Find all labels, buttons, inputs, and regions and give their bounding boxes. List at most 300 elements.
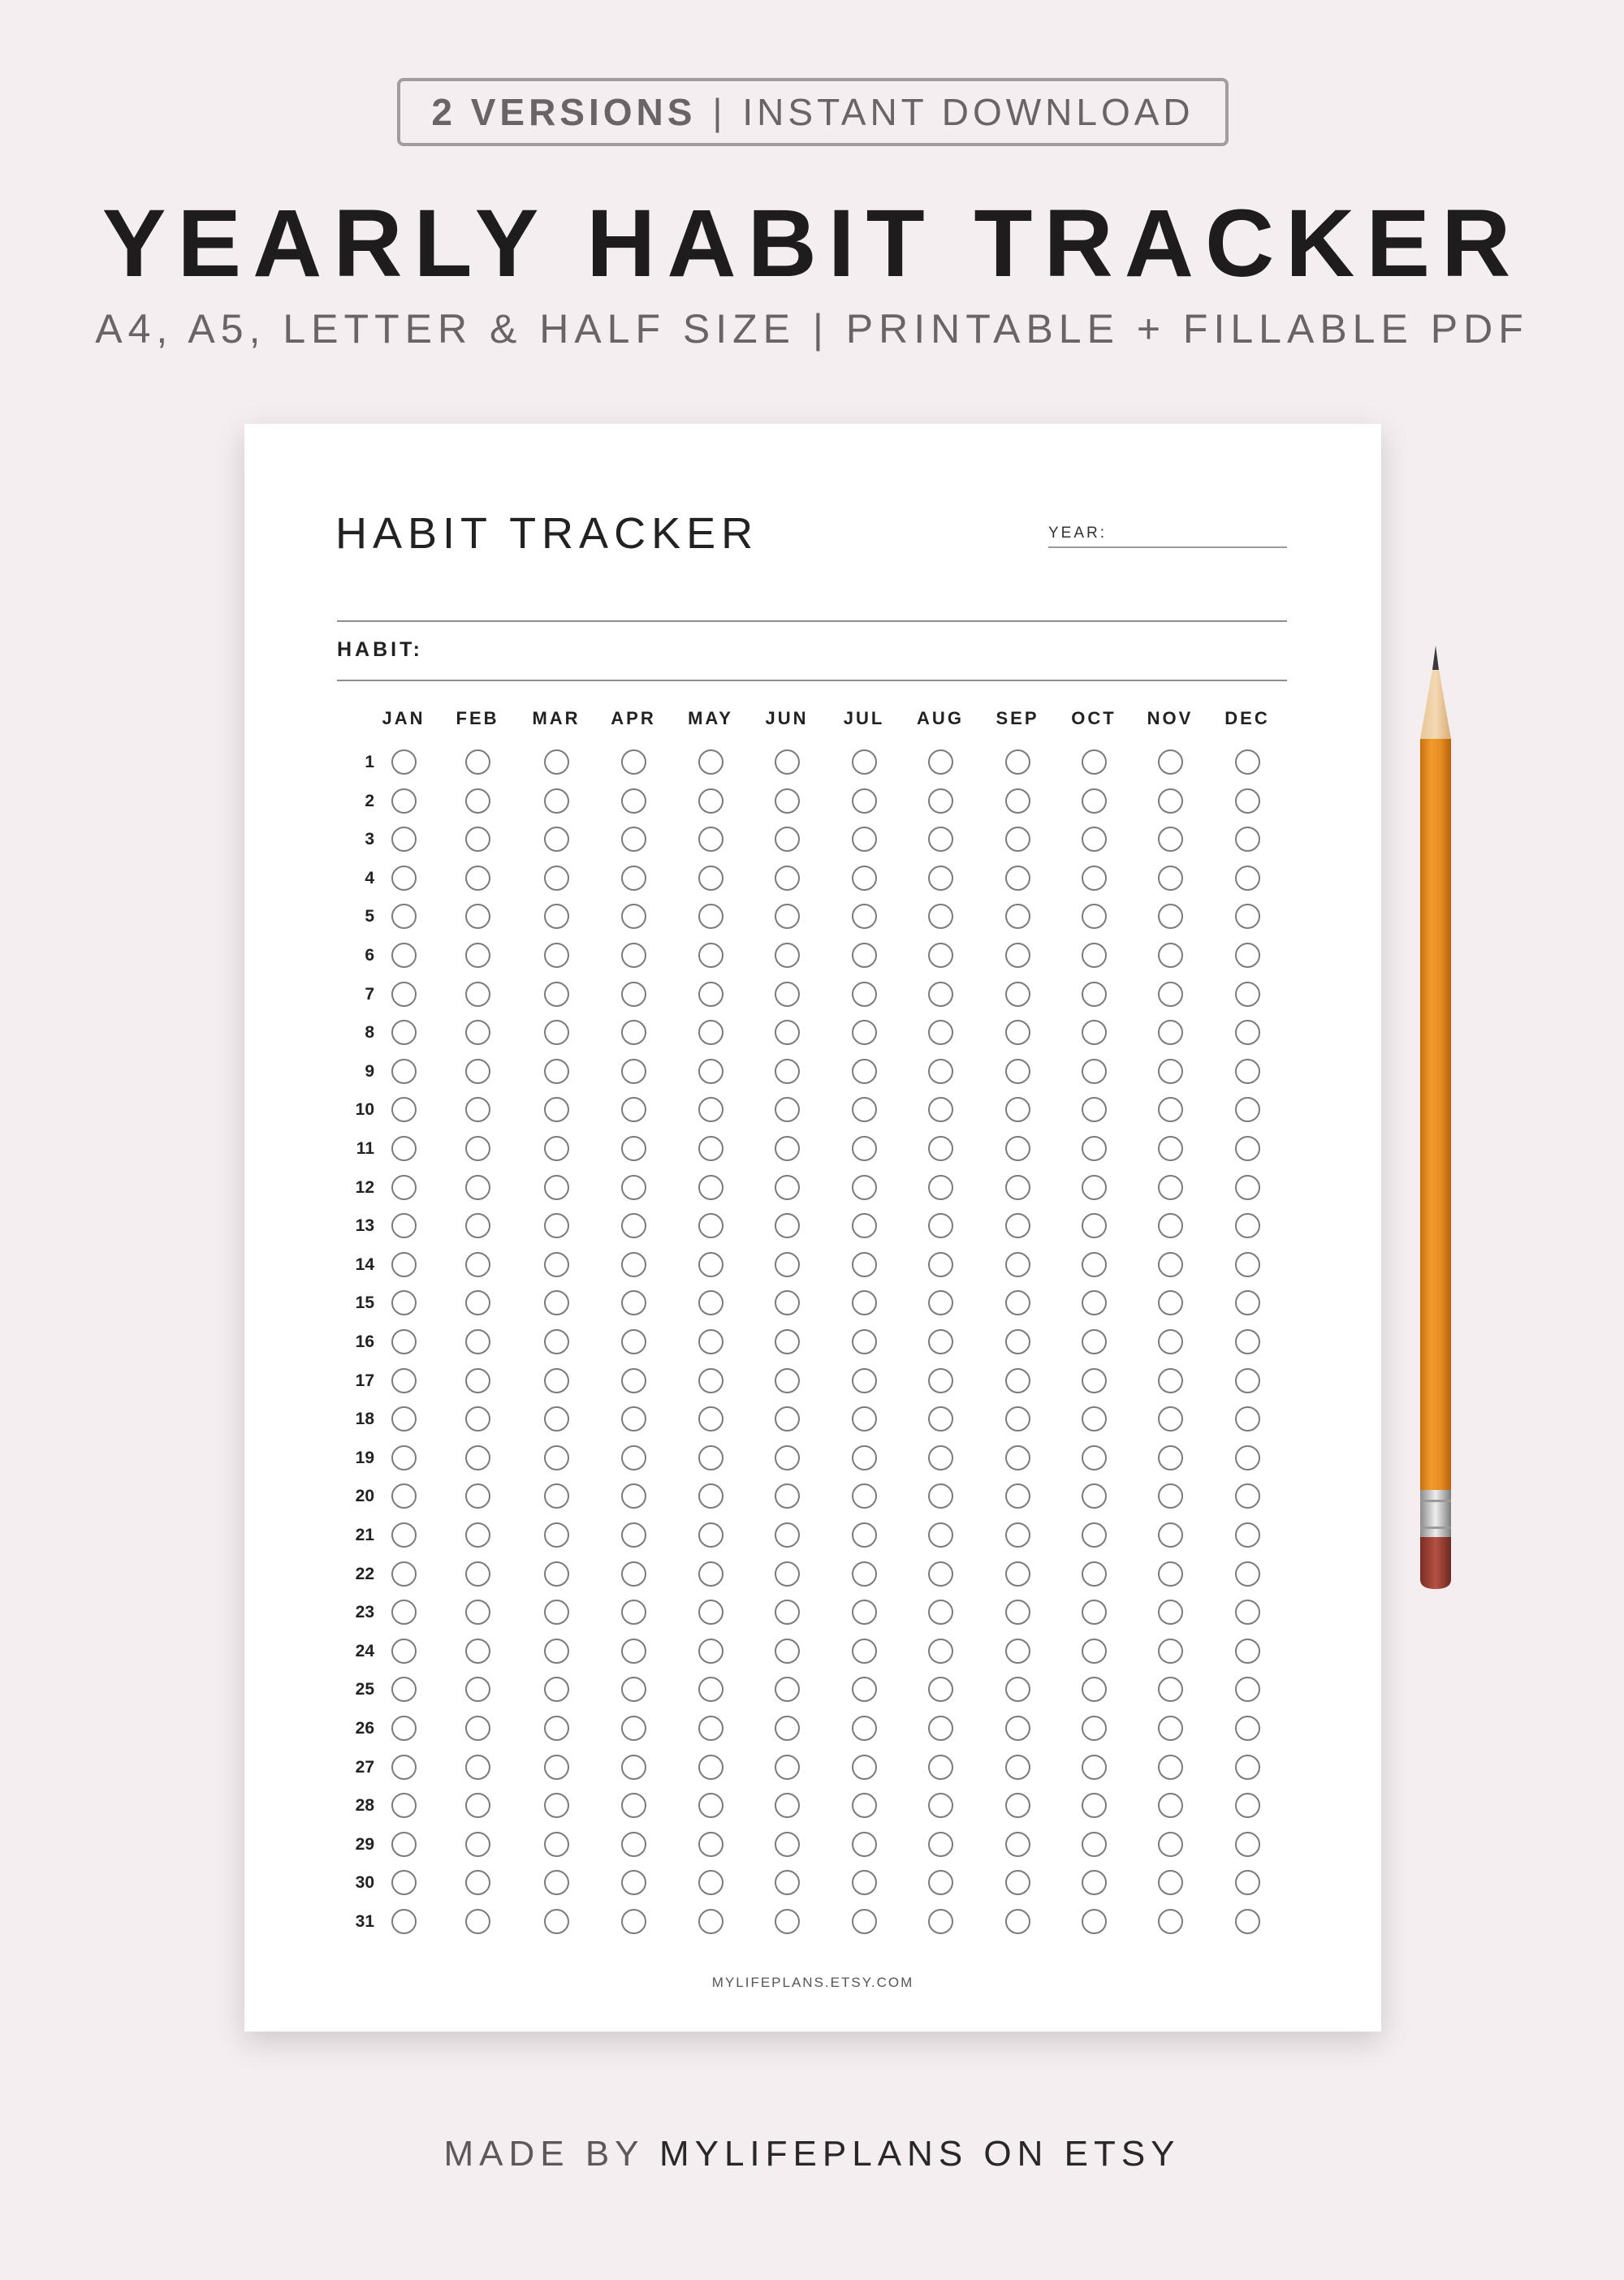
habit-checkbox-dec-7[interactable]: [1235, 982, 1260, 1007]
habit-checkbox-jan-26[interactable]: [391, 1716, 417, 1741]
habit-checkbox-feb-6[interactable]: [465, 943, 490, 968]
habit-checkbox-jun-25[interactable]: [775, 1677, 800, 1702]
habit-checkbox-apr-28[interactable]: [621, 1793, 646, 1818]
habit-checkbox-jan-6[interactable]: [391, 943, 417, 968]
habit-checkbox-jun-2[interactable]: [775, 788, 800, 814]
habit-checkbox-dec-21[interactable]: [1235, 1522, 1260, 1548]
habit-checkbox-may-29[interactable]: [698, 1832, 723, 1857]
habit-checkbox-may-28[interactable]: [698, 1793, 723, 1818]
habit-checkbox-may-20[interactable]: [698, 1483, 723, 1509]
habit-checkbox-apr-17[interactable]: [621, 1368, 646, 1393]
habit-checkbox-dec-27[interactable]: [1235, 1755, 1260, 1780]
habit-checkbox-may-10[interactable]: [698, 1097, 723, 1122]
habit-checkbox-jul-19[interactable]: [852, 1445, 877, 1470]
habit-checkbox-jul-1[interactable]: [852, 749, 877, 775]
habit-checkbox-aug-31[interactable]: [928, 1909, 953, 1934]
habit-checkbox-nov-9[interactable]: [1158, 1059, 1183, 1084]
habit-checkbox-mar-14[interactable]: [544, 1252, 569, 1277]
habit-checkbox-aug-5[interactable]: [928, 904, 953, 929]
habit-checkbox-jul-30[interactable]: [852, 1870, 877, 1895]
habit-checkbox-may-3[interactable]: [698, 827, 723, 852]
habit-checkbox-mar-16[interactable]: [544, 1329, 569, 1354]
habit-checkbox-oct-18[interactable]: [1082, 1406, 1107, 1431]
habit-checkbox-jul-20[interactable]: [852, 1483, 877, 1509]
habit-checkbox-apr-1[interactable]: [621, 749, 646, 775]
habit-checkbox-aug-10[interactable]: [928, 1097, 953, 1122]
habit-checkbox-nov-25[interactable]: [1158, 1677, 1183, 1702]
habit-checkbox-oct-19[interactable]: [1082, 1445, 1107, 1470]
habit-checkbox-jun-14[interactable]: [775, 1252, 800, 1277]
habit-checkbox-sep-31[interactable]: [1005, 1909, 1030, 1934]
habit-checkbox-mar-6[interactable]: [544, 943, 569, 968]
habit-checkbox-nov-12[interactable]: [1158, 1175, 1183, 1200]
habit-checkbox-may-21[interactable]: [698, 1522, 723, 1548]
habit-checkbox-jan-2[interactable]: [391, 788, 417, 814]
habit-checkbox-jan-1[interactable]: [391, 749, 417, 775]
habit-checkbox-jan-10[interactable]: [391, 1097, 417, 1122]
habit-checkbox-nov-4[interactable]: [1158, 866, 1183, 891]
habit-checkbox-feb-22[interactable]: [465, 1561, 490, 1587]
habit-checkbox-may-25[interactable]: [698, 1677, 723, 1702]
habit-checkbox-sep-17[interactable]: [1005, 1368, 1030, 1393]
habit-checkbox-jul-23[interactable]: [852, 1600, 877, 1625]
habit-checkbox-jun-30[interactable]: [775, 1870, 800, 1895]
habit-checkbox-oct-12[interactable]: [1082, 1175, 1107, 1200]
habit-checkbox-dec-28[interactable]: [1235, 1793, 1260, 1818]
habit-checkbox-nov-11[interactable]: [1158, 1136, 1183, 1161]
habit-checkbox-sep-5[interactable]: [1005, 904, 1030, 929]
habit-checkbox-sep-3[interactable]: [1005, 827, 1030, 852]
habit-checkbox-feb-8[interactable]: [465, 1020, 490, 1045]
habit-checkbox-oct-5[interactable]: [1082, 904, 1107, 929]
habit-checkbox-dec-14[interactable]: [1235, 1252, 1260, 1277]
habit-checkbox-jan-8[interactable]: [391, 1020, 417, 1045]
habit-checkbox-feb-27[interactable]: [465, 1755, 490, 1780]
habit-checkbox-dec-11[interactable]: [1235, 1136, 1260, 1161]
habit-checkbox-nov-30[interactable]: [1158, 1870, 1183, 1895]
habit-checkbox-dec-24[interactable]: [1235, 1639, 1260, 1664]
habit-checkbox-oct-27[interactable]: [1082, 1755, 1107, 1780]
habit-checkbox-mar-27[interactable]: [544, 1755, 569, 1780]
habit-checkbox-nov-24[interactable]: [1158, 1639, 1183, 1664]
habit-checkbox-jan-5[interactable]: [391, 904, 417, 929]
habit-checkbox-jan-30[interactable]: [391, 1870, 417, 1895]
habit-checkbox-jun-29[interactable]: [775, 1832, 800, 1857]
habit-checkbox-jun-8[interactable]: [775, 1020, 800, 1045]
habit-checkbox-jul-26[interactable]: [852, 1716, 877, 1741]
habit-checkbox-jan-16[interactable]: [391, 1329, 417, 1354]
habit-checkbox-nov-10[interactable]: [1158, 1097, 1183, 1122]
habit-checkbox-aug-19[interactable]: [928, 1445, 953, 1470]
habit-checkbox-jul-21[interactable]: [852, 1522, 877, 1548]
habit-checkbox-may-23[interactable]: [698, 1600, 723, 1625]
habit-checkbox-sep-19[interactable]: [1005, 1445, 1030, 1470]
habit-checkbox-jul-17[interactable]: [852, 1368, 877, 1393]
habit-checkbox-jul-16[interactable]: [852, 1329, 877, 1354]
habit-checkbox-jun-12[interactable]: [775, 1175, 800, 1200]
habit-checkbox-apr-15[interactable]: [621, 1290, 646, 1315]
habit-checkbox-jul-13[interactable]: [852, 1213, 877, 1238]
habit-checkbox-mar-4[interactable]: [544, 866, 569, 891]
habit-checkbox-may-27[interactable]: [698, 1755, 723, 1780]
habit-checkbox-mar-9[interactable]: [544, 1059, 569, 1084]
habit-checkbox-jan-24[interactable]: [391, 1639, 417, 1664]
habit-checkbox-nov-27[interactable]: [1158, 1755, 1183, 1780]
habit-checkbox-jun-15[interactable]: [775, 1290, 800, 1315]
habit-checkbox-feb-12[interactable]: [465, 1175, 490, 1200]
habit-checkbox-apr-31[interactable]: [621, 1909, 646, 1934]
habit-checkbox-aug-15[interactable]: [928, 1290, 953, 1315]
habit-checkbox-dec-29[interactable]: [1235, 1832, 1260, 1857]
habit-checkbox-aug-23[interactable]: [928, 1600, 953, 1625]
habit-checkbox-jun-22[interactable]: [775, 1561, 800, 1587]
habit-checkbox-mar-18[interactable]: [544, 1406, 569, 1431]
habit-checkbox-jan-18[interactable]: [391, 1406, 417, 1431]
habit-checkbox-jan-3[interactable]: [391, 827, 417, 852]
habit-checkbox-may-11[interactable]: [698, 1136, 723, 1161]
habit-checkbox-feb-4[interactable]: [465, 866, 490, 891]
habit-checkbox-oct-20[interactable]: [1082, 1483, 1107, 1509]
habit-checkbox-oct-21[interactable]: [1082, 1522, 1107, 1548]
habit-checkbox-feb-30[interactable]: [465, 1870, 490, 1895]
habit-checkbox-may-2[interactable]: [698, 788, 723, 814]
habit-checkbox-jan-29[interactable]: [391, 1832, 417, 1857]
habit-checkbox-sep-28[interactable]: [1005, 1793, 1030, 1818]
habit-checkbox-oct-10[interactable]: [1082, 1097, 1107, 1122]
habit-checkbox-jan-11[interactable]: [391, 1136, 417, 1161]
habit-checkbox-oct-22[interactable]: [1082, 1561, 1107, 1587]
habit-checkbox-jun-1[interactable]: [775, 749, 800, 775]
habit-checkbox-dec-16[interactable]: [1235, 1329, 1260, 1354]
habit-checkbox-nov-15[interactable]: [1158, 1290, 1183, 1315]
habit-checkbox-mar-3[interactable]: [544, 827, 569, 852]
habit-checkbox-jan-7[interactable]: [391, 982, 417, 1007]
habit-checkbox-jun-20[interactable]: [775, 1483, 800, 1509]
habit-checkbox-nov-8[interactable]: [1158, 1020, 1183, 1045]
habit-checkbox-jun-31[interactable]: [775, 1909, 800, 1934]
habit-checkbox-may-6[interactable]: [698, 943, 723, 968]
habit-checkbox-feb-25[interactable]: [465, 1677, 490, 1702]
habit-checkbox-oct-23[interactable]: [1082, 1600, 1107, 1625]
habit-checkbox-apr-9[interactable]: [621, 1059, 646, 1084]
habit-checkbox-sep-8[interactable]: [1005, 1020, 1030, 1045]
habit-checkbox-jul-25[interactable]: [852, 1677, 877, 1702]
habit-checkbox-oct-31[interactable]: [1082, 1909, 1107, 1934]
habit-checkbox-oct-1[interactable]: [1082, 749, 1107, 775]
habit-checkbox-nov-18[interactable]: [1158, 1406, 1183, 1431]
habit-checkbox-jan-14[interactable]: [391, 1252, 417, 1277]
habit-checkbox-mar-11[interactable]: [544, 1136, 569, 1161]
habit-checkbox-jul-28[interactable]: [852, 1793, 877, 1818]
habit-checkbox-feb-20[interactable]: [465, 1483, 490, 1509]
habit-checkbox-jan-22[interactable]: [391, 1561, 417, 1587]
habit-checkbox-may-26[interactable]: [698, 1716, 723, 1741]
habit-checkbox-nov-17[interactable]: [1158, 1368, 1183, 1393]
habit-checkbox-jul-27[interactable]: [852, 1755, 877, 1780]
habit-checkbox-jun-18[interactable]: [775, 1406, 800, 1431]
habit-checkbox-oct-28[interactable]: [1082, 1793, 1107, 1818]
habit-checkbox-jan-13[interactable]: [391, 1213, 417, 1238]
habit-checkbox-dec-25[interactable]: [1235, 1677, 1260, 1702]
habit-checkbox-jan-17[interactable]: [391, 1368, 417, 1393]
habit-checkbox-aug-27[interactable]: [928, 1755, 953, 1780]
habit-checkbox-jul-12[interactable]: [852, 1175, 877, 1200]
habit-checkbox-jul-3[interactable]: [852, 827, 877, 852]
habit-checkbox-jun-26[interactable]: [775, 1716, 800, 1741]
habit-checkbox-sep-22[interactable]: [1005, 1561, 1030, 1587]
habit-checkbox-mar-25[interactable]: [544, 1677, 569, 1702]
habit-checkbox-apr-16[interactable]: [621, 1329, 646, 1354]
habit-checkbox-aug-9[interactable]: [928, 1059, 953, 1084]
habit-checkbox-nov-16[interactable]: [1158, 1329, 1183, 1354]
habit-checkbox-oct-9[interactable]: [1082, 1059, 1107, 1084]
habit-checkbox-jul-31[interactable]: [852, 1909, 877, 1934]
habit-checkbox-apr-20[interactable]: [621, 1483, 646, 1509]
habit-checkbox-jul-8[interactable]: [852, 1020, 877, 1045]
habit-checkbox-jun-17[interactable]: [775, 1368, 800, 1393]
habit-checkbox-aug-25[interactable]: [928, 1677, 953, 1702]
habit-checkbox-jun-27[interactable]: [775, 1755, 800, 1780]
habit-checkbox-dec-9[interactable]: [1235, 1059, 1260, 1084]
habit-checkbox-apr-30[interactable]: [621, 1870, 646, 1895]
habit-checkbox-nov-3[interactable]: [1158, 827, 1183, 852]
habit-checkbox-jun-24[interactable]: [775, 1639, 800, 1664]
habit-checkbox-oct-11[interactable]: [1082, 1136, 1107, 1161]
habit-checkbox-mar-23[interactable]: [544, 1600, 569, 1625]
habit-checkbox-dec-4[interactable]: [1235, 866, 1260, 891]
habit-checkbox-apr-14[interactable]: [621, 1252, 646, 1277]
habit-checkbox-oct-30[interactable]: [1082, 1870, 1107, 1895]
habit-checkbox-mar-10[interactable]: [544, 1097, 569, 1122]
habit-checkbox-apr-21[interactable]: [621, 1522, 646, 1548]
habit-checkbox-feb-10[interactable]: [465, 1097, 490, 1122]
habit-checkbox-mar-19[interactable]: [544, 1445, 569, 1470]
habit-checkbox-oct-17[interactable]: [1082, 1368, 1107, 1393]
habit-checkbox-feb-13[interactable]: [465, 1213, 490, 1238]
habit-checkbox-mar-5[interactable]: [544, 904, 569, 929]
habit-checkbox-may-13[interactable]: [698, 1213, 723, 1238]
habit-checkbox-dec-17[interactable]: [1235, 1368, 1260, 1393]
habit-checkbox-feb-11[interactable]: [465, 1136, 490, 1161]
habit-checkbox-nov-20[interactable]: [1158, 1483, 1183, 1509]
habit-checkbox-jun-28[interactable]: [775, 1793, 800, 1818]
habit-checkbox-apr-27[interactable]: [621, 1755, 646, 1780]
habit-checkbox-feb-29[interactable]: [465, 1832, 490, 1857]
habit-checkbox-dec-1[interactable]: [1235, 749, 1260, 775]
habit-checkbox-sep-15[interactable]: [1005, 1290, 1030, 1315]
habit-checkbox-apr-26[interactable]: [621, 1716, 646, 1741]
habit-checkbox-aug-11[interactable]: [928, 1136, 953, 1161]
habit-checkbox-dec-5[interactable]: [1235, 904, 1260, 929]
habit-checkbox-jan-19[interactable]: [391, 1445, 417, 1470]
habit-checkbox-feb-14[interactable]: [465, 1252, 490, 1277]
habit-checkbox-nov-2[interactable]: [1158, 788, 1183, 814]
habit-checkbox-may-31[interactable]: [698, 1909, 723, 1934]
habit-checkbox-oct-2[interactable]: [1082, 788, 1107, 814]
habit-checkbox-jan-15[interactable]: [391, 1290, 417, 1315]
habit-checkbox-jul-9[interactable]: [852, 1059, 877, 1084]
habit-checkbox-apr-6[interactable]: [621, 943, 646, 968]
habit-checkbox-dec-13[interactable]: [1235, 1213, 1260, 1238]
habit-checkbox-nov-23[interactable]: [1158, 1600, 1183, 1625]
habit-checkbox-feb-15[interactable]: [465, 1290, 490, 1315]
habit-checkbox-dec-19[interactable]: [1235, 1445, 1260, 1470]
habit-checkbox-dec-12[interactable]: [1235, 1175, 1260, 1200]
habit-checkbox-mar-7[interactable]: [544, 982, 569, 1007]
habit-checkbox-jun-10[interactable]: [775, 1097, 800, 1122]
habit-checkbox-jul-14[interactable]: [852, 1252, 877, 1277]
habit-checkbox-may-4[interactable]: [698, 866, 723, 891]
habit-checkbox-aug-21[interactable]: [928, 1522, 953, 1548]
habit-checkbox-apr-5[interactable]: [621, 904, 646, 929]
habit-checkbox-aug-1[interactable]: [928, 749, 953, 775]
habit-checkbox-apr-2[interactable]: [621, 788, 646, 814]
habit-checkbox-jul-22[interactable]: [852, 1561, 877, 1587]
habit-checkbox-sep-11[interactable]: [1005, 1136, 1030, 1161]
habit-checkbox-dec-8[interactable]: [1235, 1020, 1260, 1045]
habit-checkbox-may-19[interactable]: [698, 1445, 723, 1470]
habit-checkbox-dec-30[interactable]: [1235, 1870, 1260, 1895]
habit-checkbox-apr-3[interactable]: [621, 827, 646, 852]
habit-checkbox-dec-2[interactable]: [1235, 788, 1260, 814]
habit-checkbox-jun-4[interactable]: [775, 866, 800, 891]
habit-checkbox-jul-11[interactable]: [852, 1136, 877, 1161]
habit-checkbox-jun-23[interactable]: [775, 1600, 800, 1625]
habit-checkbox-sep-29[interactable]: [1005, 1832, 1030, 1857]
habit-checkbox-jun-19[interactable]: [775, 1445, 800, 1470]
habit-checkbox-may-12[interactable]: [698, 1175, 723, 1200]
habit-checkbox-dec-31[interactable]: [1235, 1909, 1260, 1934]
habit-checkbox-apr-18[interactable]: [621, 1406, 646, 1431]
habit-checkbox-oct-8[interactable]: [1082, 1020, 1107, 1045]
habit-checkbox-feb-19[interactable]: [465, 1445, 490, 1470]
habit-checkbox-may-18[interactable]: [698, 1406, 723, 1431]
habit-checkbox-feb-7[interactable]: [465, 982, 490, 1007]
habit-checkbox-oct-3[interactable]: [1082, 827, 1107, 852]
habit-checkbox-feb-17[interactable]: [465, 1368, 490, 1393]
habit-checkbox-jul-24[interactable]: [852, 1639, 877, 1664]
habit-checkbox-sep-2[interactable]: [1005, 788, 1030, 814]
habit-checkbox-nov-1[interactable]: [1158, 749, 1183, 775]
habit-checkbox-mar-17[interactable]: [544, 1368, 569, 1393]
habit-checkbox-aug-2[interactable]: [928, 788, 953, 814]
habit-checkbox-aug-14[interactable]: [928, 1252, 953, 1277]
habit-checkbox-dec-6[interactable]: [1235, 943, 1260, 968]
habit-checkbox-sep-20[interactable]: [1005, 1483, 1030, 1509]
habit-checkbox-nov-28[interactable]: [1158, 1793, 1183, 1818]
habit-checkbox-aug-26[interactable]: [928, 1716, 953, 1741]
habit-checkbox-aug-20[interactable]: [928, 1483, 953, 1509]
habit-checkbox-feb-5[interactable]: [465, 904, 490, 929]
habit-checkbox-dec-10[interactable]: [1235, 1097, 1260, 1122]
habit-checkbox-apr-25[interactable]: [621, 1677, 646, 1702]
habit-checkbox-apr-23[interactable]: [621, 1600, 646, 1625]
habit-checkbox-mar-21[interactable]: [544, 1522, 569, 1548]
habit-checkbox-apr-12[interactable]: [621, 1175, 646, 1200]
habit-checkbox-feb-24[interactable]: [465, 1639, 490, 1664]
habit-checkbox-oct-7[interactable]: [1082, 982, 1107, 1007]
habit-checkbox-feb-21[interactable]: [465, 1522, 490, 1548]
habit-checkbox-may-24[interactable]: [698, 1639, 723, 1664]
habit-checkbox-oct-14[interactable]: [1082, 1252, 1107, 1277]
habit-checkbox-aug-29[interactable]: [928, 1832, 953, 1857]
habit-checkbox-jun-7[interactable]: [775, 982, 800, 1007]
habit-checkbox-aug-30[interactable]: [928, 1870, 953, 1895]
habit-checkbox-apr-4[interactable]: [621, 866, 646, 891]
habit-checkbox-jun-5[interactable]: [775, 904, 800, 929]
habit-checkbox-sep-30[interactable]: [1005, 1870, 1030, 1895]
habit-checkbox-sep-12[interactable]: [1005, 1175, 1030, 1200]
habit-checkbox-mar-22[interactable]: [544, 1561, 569, 1587]
habit-checkbox-apr-13[interactable]: [621, 1213, 646, 1238]
habit-checkbox-nov-7[interactable]: [1158, 982, 1183, 1007]
habit-checkbox-jun-21[interactable]: [775, 1522, 800, 1548]
habit-checkbox-may-30[interactable]: [698, 1870, 723, 1895]
habit-checkbox-sep-1[interactable]: [1005, 749, 1030, 775]
habit-checkbox-oct-13[interactable]: [1082, 1213, 1107, 1238]
habit-checkbox-feb-1[interactable]: [465, 749, 490, 775]
habit-checkbox-mar-20[interactable]: [544, 1483, 569, 1509]
habit-checkbox-aug-8[interactable]: [928, 1020, 953, 1045]
habit-checkbox-feb-28[interactable]: [465, 1793, 490, 1818]
habit-checkbox-oct-6[interactable]: [1082, 943, 1107, 968]
habit-checkbox-dec-3[interactable]: [1235, 827, 1260, 852]
habit-checkbox-may-5[interactable]: [698, 904, 723, 929]
habit-checkbox-may-7[interactable]: [698, 982, 723, 1007]
habit-checkbox-jun-13[interactable]: [775, 1213, 800, 1238]
habit-checkbox-feb-2[interactable]: [465, 788, 490, 814]
habit-checkbox-dec-26[interactable]: [1235, 1716, 1260, 1741]
habit-checkbox-apr-7[interactable]: [621, 982, 646, 1007]
habit-checkbox-oct-24[interactable]: [1082, 1639, 1107, 1664]
habit-checkbox-oct-15[interactable]: [1082, 1290, 1107, 1315]
habit-checkbox-jul-4[interactable]: [852, 866, 877, 891]
habit-checkbox-aug-22[interactable]: [928, 1561, 953, 1587]
habit-checkbox-sep-9[interactable]: [1005, 1059, 1030, 1084]
habit-checkbox-jan-21[interactable]: [391, 1522, 417, 1548]
habit-checkbox-jul-7[interactable]: [852, 982, 877, 1007]
habit-checkbox-jun-6[interactable]: [775, 943, 800, 968]
habit-checkbox-feb-18[interactable]: [465, 1406, 490, 1431]
habit-checkbox-may-16[interactable]: [698, 1329, 723, 1354]
habit-checkbox-mar-28[interactable]: [544, 1793, 569, 1818]
habit-checkbox-jul-18[interactable]: [852, 1406, 877, 1431]
habit-checkbox-jul-2[interactable]: [852, 788, 877, 814]
habit-checkbox-feb-3[interactable]: [465, 827, 490, 852]
habit-checkbox-apr-10[interactable]: [621, 1097, 646, 1122]
habit-checkbox-jan-9[interactable]: [391, 1059, 417, 1084]
habit-checkbox-sep-6[interactable]: [1005, 943, 1030, 968]
habit-checkbox-apr-11[interactable]: [621, 1136, 646, 1161]
habit-checkbox-mar-26[interactable]: [544, 1716, 569, 1741]
habit-checkbox-mar-15[interactable]: [544, 1290, 569, 1315]
habit-checkbox-nov-19[interactable]: [1158, 1445, 1183, 1470]
habit-checkbox-jan-27[interactable]: [391, 1755, 417, 1780]
habit-checkbox-aug-28[interactable]: [928, 1793, 953, 1818]
habit-checkbox-jan-31[interactable]: [391, 1909, 417, 1934]
habit-checkbox-may-9[interactable]: [698, 1059, 723, 1084]
habit-checkbox-jan-20[interactable]: [391, 1483, 417, 1509]
habit-checkbox-jul-5[interactable]: [852, 904, 877, 929]
habit-checkbox-mar-2[interactable]: [544, 788, 569, 814]
habit-checkbox-jul-29[interactable]: [852, 1832, 877, 1857]
habit-checkbox-jan-25[interactable]: [391, 1677, 417, 1702]
habit-checkbox-mar-1[interactable]: [544, 749, 569, 775]
habit-checkbox-oct-4[interactable]: [1082, 866, 1107, 891]
habit-checkbox-aug-7[interactable]: [928, 982, 953, 1007]
habit-checkbox-apr-8[interactable]: [621, 1020, 646, 1045]
habit-checkbox-aug-12[interactable]: [928, 1175, 953, 1200]
